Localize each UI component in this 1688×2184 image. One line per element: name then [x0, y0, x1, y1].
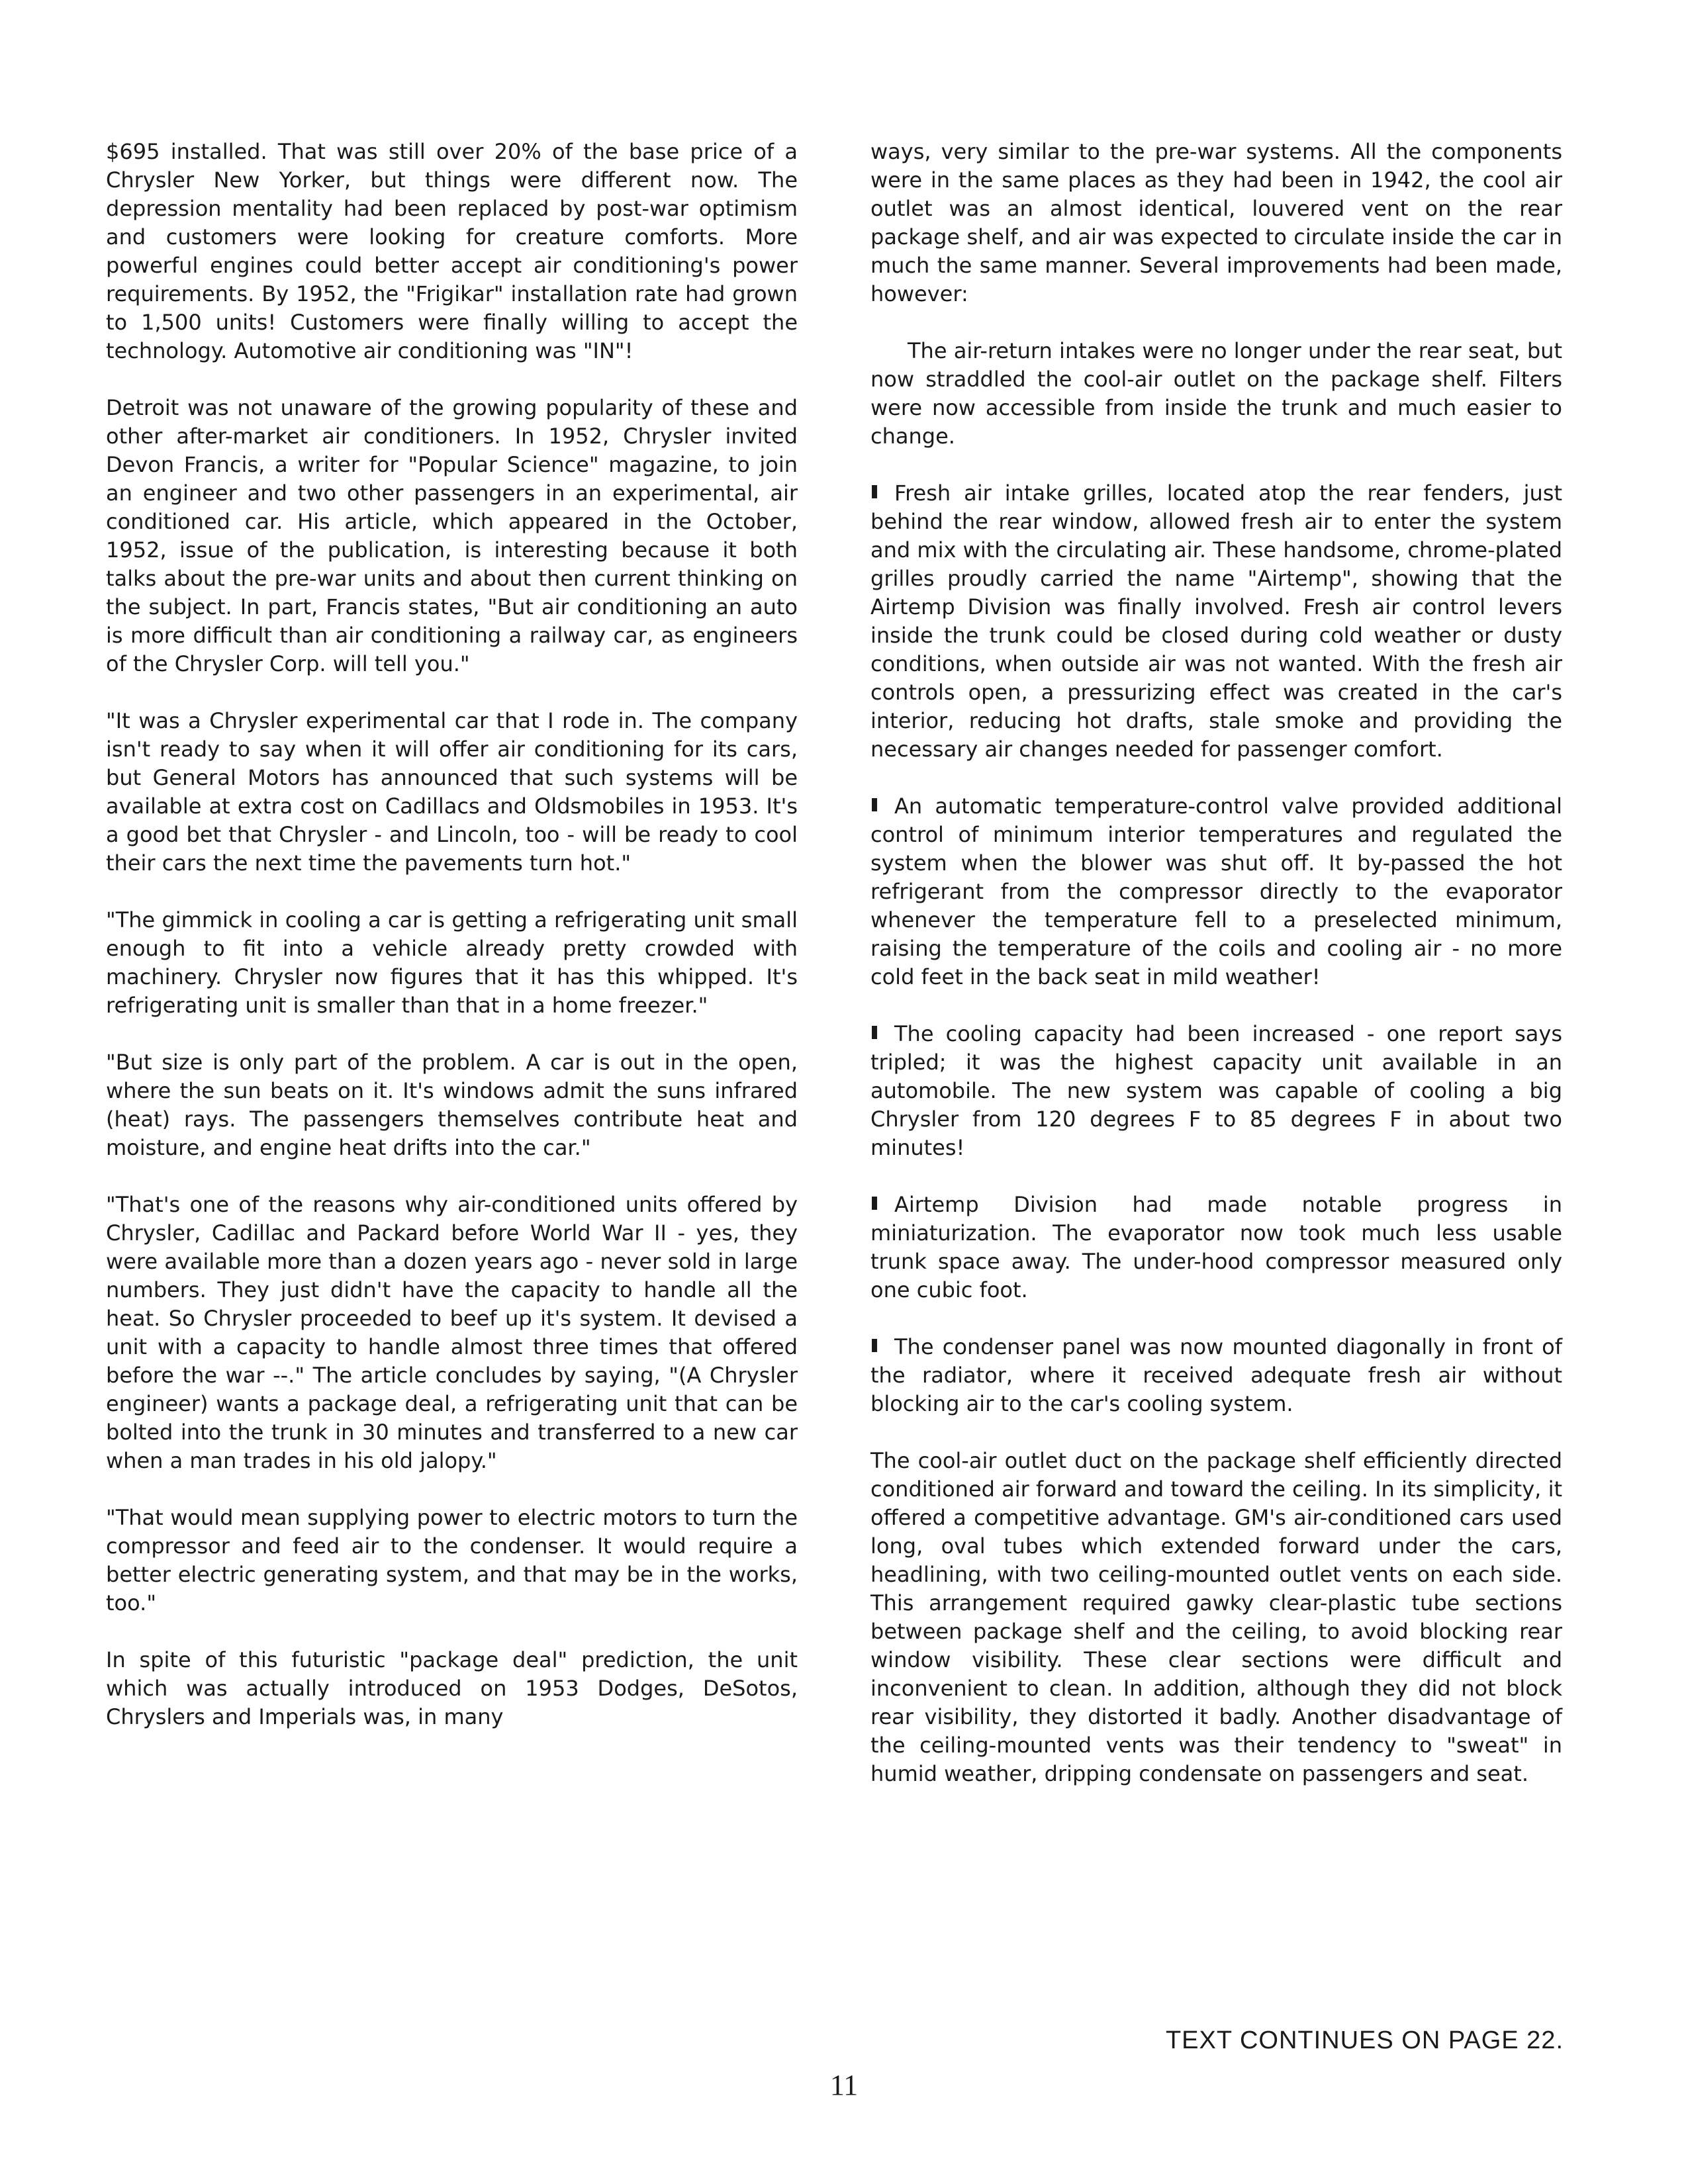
bullet-icon [872, 798, 877, 811]
bullet-text: Airtemp Division had made notable progress in miniaturization. The evaporator now took much less usable trunk space away. The under-hood compressor measured only one cubic foot. [870, 1192, 1562, 1302]
paragraph: "The gimmick in cooling a car is getting a refrigerating unit small enough to fit into a vehicle already pretty crowded with machinery. Chrysler now figures that it has this whipped. It's refrigerating unit is smaller than that in a home freezer." [106, 907, 798, 1018]
bullet-paragraph [870, 1191, 1562, 1304]
continuation-note: TEXT CONTINUES ON PAGE 22. [1165, 2026, 1564, 2054]
bullet-text: Fresh air intake grilles, located atop the rear fenders, just behind the rear window, allowed fresh air to enter the system and mix with the circulating air. These handsome, chrome-plated grilles proudly carried the name "Airtemp", showing that the Airtemp Division was finally involved. Fresh air control levers inside the trunk could be closed during cold weather or dusty conditions, when outside air was not wanted. With the fresh air controls open, a pressurizing effect was created in the car's interior, reducing hot drafts, stale smoke and providing the necessary air changes needed for passenger comfort. [870, 480, 1562, 762]
bullet-paragraph [870, 1333, 1562, 1418]
paragraph: Detroit was not unaware of the growing popularity of these and other after-market air conditioners. In 1952, Chrysler invited Devon Francis, a writer for "Popular Science" magazine, to join an engineer and two other passengers in an experimental, air conditioned car. His article, which appeared in the October, 1952, issue of the publication, is interesting because it both talks about the pre-war units and about then current thinking on the subject. In part, Francis states, "But air conditioning an auto is more difficult than air conditioning a railway car, as engineers of the Chrysler Corp. will tell you." [106, 395, 798, 676]
right-column [870, 138, 1562, 1817]
bullet-text: The cooling capacity had been increased - one report says tripled; it was the highest capacity unit available in an automobile. The new system was capable of cooling a big Chrysler from 120 degrees F to 85 degrees F in about two minutes! [870, 1021, 1562, 1160]
bullet-text: The condenser panel was now mounted diagonally in front of the radiator, where it received adequate fresh air without blocking air to the car's cooling system. [870, 1334, 1562, 1416]
paragraph: "That's one of the reasons why air-conditioned units offered by Chrysler, Cadillac and Packard before World War II - yes, they were available more than a dozen years ago - never sold in large numbers. They just didn't have the capacity to handle all the heat. So Chrysler proceeded to beef up it's system. It devised a unit with a capacity to handle almost three times that offered before the war --." The article concludes by saying, "(A Chrysler engineer) wants a package deal, a refrigerating unit that can be bolted into the trunk in 30 minutes and transferred to a new car when a man trades in his old jalopy." [106, 1192, 798, 1473]
paragraph: "That would mean supplying power to electric motors to turn the compressor and feed air to the condenser. It would require a better electric generating system, and that may be in the works, too." [106, 1505, 798, 1615]
paragraph: ways, very similar to the pre-war systems. All the components were in the same places as they had been in 1942, the cool air outlet was an almost identical, louvered vent on the rear package shelf, and air was expected to circulate inside the car in much the same manner. Several improvements had been made, however: [870, 139, 1562, 306]
paragraph: "But size is only part of the problem. A car is out in the open, where the sun beats on it. It's windows admit the suns infrared (heat) rays. The passengers themselves contribute heat and moisture, and engine heat drifts into the car." [106, 1050, 798, 1160]
bullet-paragraph [870, 479, 1562, 764]
bullet-text: An automatic temperature-control valve provided additional control of minimum interior temperatures and regulated the system when the blower was shut off. It by-passed the hot refrigerant from the compressor directly to the evaporator whenever the temperature fell to a preselected minimum, raising the temperature of the coils and cooling air - no more cold feet in the back seat in mild weather! [870, 794, 1562, 989]
paragraph: In spite of this futuristic "package deal" prediction, the unit which was actually introduced on 1953 Dodges, DeSotos, Chryslers and Imperials was, in many [106, 1647, 798, 1729]
bullet-paragraph [870, 1020, 1562, 1162]
paragraph: The air-return intakes were no longer under the rear seat, but now straddled the cool-air outlet on the package shelf. Filters were now accessible from inside the trunk and much easier to change. [870, 338, 1562, 449]
page-number: 11 [829, 2069, 859, 2101]
left-column [106, 138, 798, 1760]
paragraph: $695 installed. That was still over 20% of the base price of a Chrysler New Yorker, but things were different now. The depression mentality had been replaced by post-war optimism and customers were looking for creature comforts. More powerful engines could better accept air conditioning's power requirements. By 1952, the "Frigikar" installation rate had grown to 1,500 units! Customers were finally willing to accept the technology. Automotive air conditioning was "IN"! [106, 139, 798, 363]
bullet-paragraph [870, 792, 1562, 991]
bullet-icon [872, 1197, 877, 1210]
bullet-icon [872, 1026, 877, 1039]
bullet-icon [872, 485, 877, 498]
paragraph: "It was a Chrysler experimental car that I rode in. The company isn't ready to say when it will offer air conditioning for its cars, but General Motors has announced that such systems will be available at extra cost on Cadillacs and Oldsmobiles in 1953. It's a good bet that Chrysler - and Lincoln, too - will be ready to cool their cars the next time the pavements turn hot." [106, 708, 798, 876]
paragraph: The cool-air outlet duct on the package shelf efficiently directed conditioned air forward and toward the ceiling. In its simplicity, it offered a competitive advantage. GM's air-conditioned cars used long, oval tubes which extended forward under the cars, headlining, with two ceiling-mounted outlet vents on each side. This arrangement required gawky clear-plastic tube sections between package shelf and the ceiling, to avoid blocking rear window visibility. These clear sections were difficult and inconvenient to clean. In addition, although they did not block rear visibility, they distorted it badly. Another disadvantage of the ceiling-mounted vents was their tendency to "sweat" in humid weather, dripping condensate on passengers and seat. [870, 1448, 1562, 1786]
bullet-icon [872, 1339, 877, 1352]
